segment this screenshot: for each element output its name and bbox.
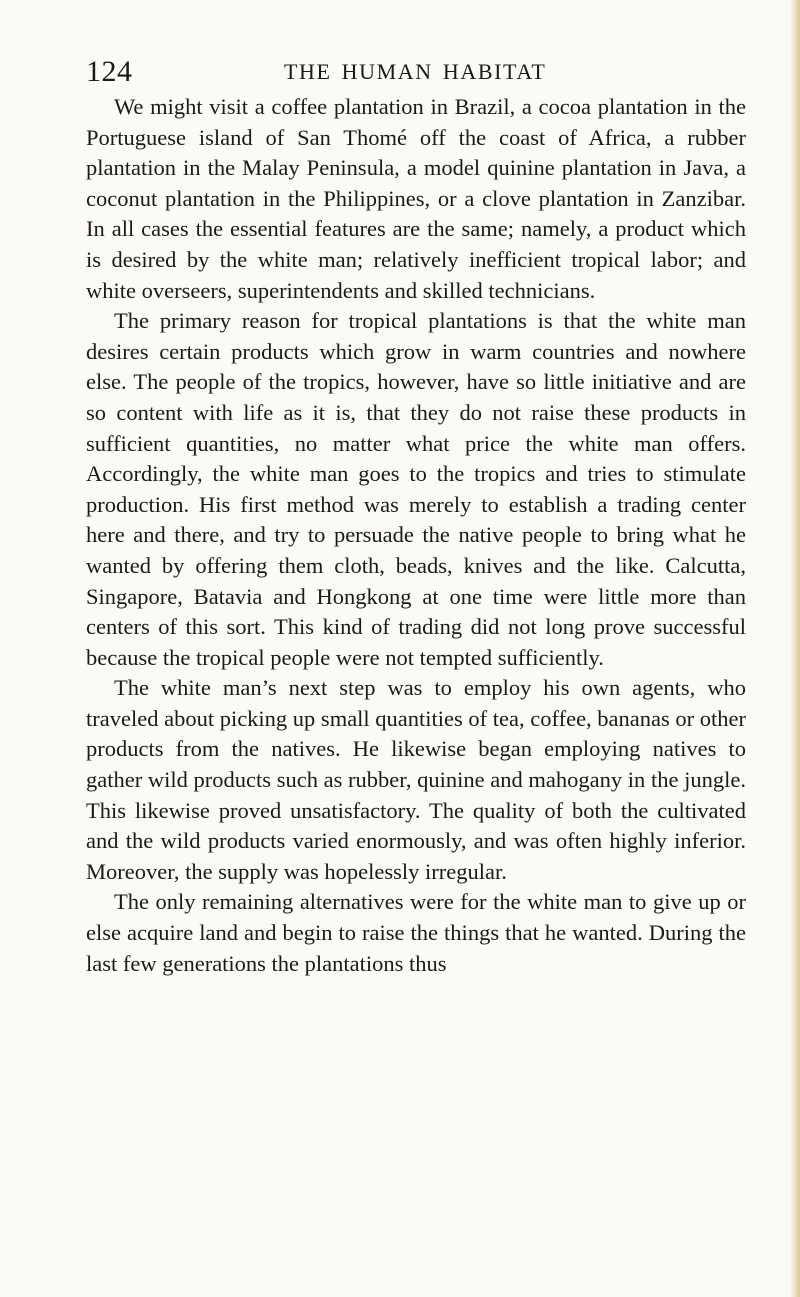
body-text — [86, 92, 746, 979]
running-title: THE HUMAN HABITAT — [284, 59, 547, 84]
page-number: 124 — [86, 55, 133, 88]
paragraph-primary-reason: The primary reason for tropical plantations is that the white man desires certain products which grow in warm countries and nowhere else. The people of the tropics, however, have so little initiative and are so content with life as it is, that they do not raise these products in sufficient quantities, no matter what price the white man offers. Accordingly, the white man goes to the tropics and tries to stimulate production. His first method was merely to establish a trading center here and there, and try to persuade the native people to bring what he wanted by offering them cloth, beads, knives and the like. Calcutta, Singapore, Batavia and Hongkong at one time were little more than centers of this sort. This kind of trading did not long prove successful because the tropical people were not tempted sufficiently. — [86, 308, 746, 670]
page-edge — [790, 0, 800, 1297]
page-header — [86, 52, 746, 92]
paragraph-remaining-alternatives: The only remaining alternatives were for the white man to give up or else acquire land and begin to raise the things that he wanted. During the last few generations the plantations thus — [86, 889, 746, 976]
paragraph-plantations-overview: We might visit a coffee plantation in Brazil, a cocoa plantation in the Portuguese island of San Thomé off the coast of Africa, a rubber plantation in the Malay Peninsula, a model quinine plantation in Java, a coconut plantation in the Philippines, or a clove plantation in Zanzibar. In all cases the essential features are the same; namely, a product which is desired by the white man; relatively inefficient tropical labor; and white overseers, superintendents and skilled technicians. — [86, 94, 746, 303]
paragraph-next-step: The white man’s next step was to employ his own agents, who traveled about picking up small quantities of tea, coffee, bananas or other products from the natives. He likewise began employing natives to gather wild products such as rubber, quinine and mahogany in the jungle. This likewise proved unsatisfactory. The quality of both the cultivated and the wild products varied enormously, and was often highly inferior. Moreover, the supply was hopelessly irregular. — [86, 675, 746, 884]
